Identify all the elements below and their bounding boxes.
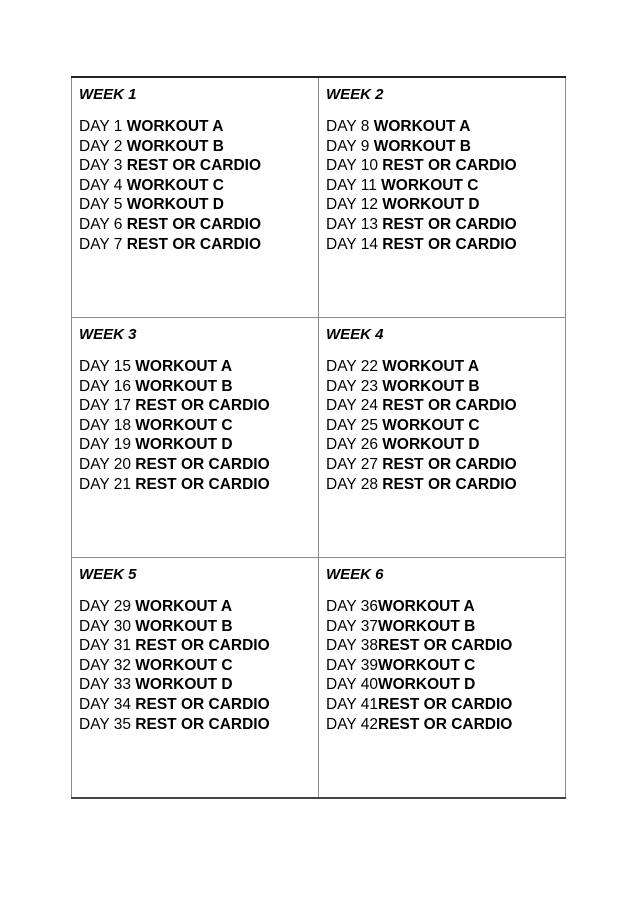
day-entry (79, 176, 312, 196)
day-label: DAY 28 (326, 475, 383, 493)
day-entry (79, 597, 312, 617)
day-label: DAY 17 (79, 397, 136, 415)
week-block (319, 78, 565, 254)
day-label: DAY 42 (326, 715, 378, 733)
day-plan: REST OR CARDIO (135, 475, 270, 493)
table-row (72, 558, 566, 799)
day-label: DAY 13 (326, 215, 383, 233)
day-plan: WORKOUT C (378, 656, 476, 674)
day-plan: WORKOUT C (135, 656, 233, 674)
day-label: DAY 23 (326, 377, 383, 395)
day-plan: WORKOUT A (378, 598, 475, 615)
day-plan: WORKOUT D (378, 676, 476, 694)
day-entry (79, 695, 312, 715)
day-entry (79, 435, 312, 455)
day-plan: WORKOUT D (382, 196, 480, 214)
day-plan: REST OR CARDIO (135, 637, 270, 655)
day-entry (79, 715, 312, 735)
day-label: DAY 39 (326, 656, 378, 674)
day-plan: WORKOUT B (382, 377, 480, 395)
day-plan: WORKOUT C (381, 176, 479, 194)
day-label: DAY 35 (79, 715, 136, 733)
day-plan: REST OR CARDIO (382, 475, 517, 493)
day-plan: REST OR CARDIO (382, 455, 517, 473)
day-plan: REST OR CARDIO (382, 235, 517, 253)
day-plan: WORKOUT B (378, 617, 476, 635)
table-row (72, 77, 566, 318)
day-entry (79, 195, 312, 215)
day-plan: REST OR CARDIO (382, 397, 517, 415)
day-label: DAY 7 (79, 235, 127, 253)
week-title: WEEK 2 (326, 86, 384, 103)
day-label: DAY 36 (326, 598, 378, 615)
day-label: DAY 6 (79, 215, 127, 233)
day-plan: WORKOUT C (126, 176, 224, 194)
week-block (72, 78, 318, 254)
day-label: DAY 18 (79, 416, 136, 434)
day-label: DAY 14 (326, 235, 383, 253)
day-plan: REST OR CARDIO (378, 695, 513, 713)
day-label: DAY 11 (326, 176, 382, 194)
day-plan: WORKOUT B (126, 137, 224, 155)
day-label: DAY 9 (326, 137, 374, 155)
table-row (72, 318, 566, 558)
week-cell (319, 558, 566, 799)
day-entry (79, 455, 312, 475)
day-plan: WORKOUT D (382, 436, 480, 454)
day-plan: REST OR CARDIO (135, 455, 270, 473)
day-entry (79, 215, 312, 235)
day-plan: WORKOUT D (126, 196, 224, 214)
day-label: DAY 37 (326, 617, 378, 635)
week-block (319, 318, 565, 494)
day-plan: WORKOUT D (135, 436, 233, 454)
day-label: DAY 22 (326, 358, 383, 375)
day-entry (326, 435, 559, 455)
day-label: DAY 4 (79, 176, 127, 194)
day-entry (79, 137, 312, 157)
day-entry (79, 396, 312, 416)
day-entry (79, 156, 312, 176)
day-label: DAY 34 (79, 695, 136, 713)
day-label: DAY 21 (79, 475, 136, 493)
day-label: DAY 26 (326, 436, 383, 454)
day-entry (326, 357, 559, 377)
day-entry (326, 597, 559, 617)
week-block (319, 558, 565, 734)
day-entry (326, 617, 559, 637)
week-cell (319, 77, 566, 318)
day-entry (79, 357, 312, 377)
day-entry (79, 475, 312, 495)
day-label: DAY 25 (326, 416, 383, 434)
day-plan: REST OR CARDIO (378, 637, 513, 655)
day-entry (79, 675, 312, 695)
day-label: DAY 38 (326, 637, 378, 655)
day-label: DAY 33 (79, 676, 136, 694)
day-entry (326, 176, 559, 196)
day-label: DAY 1 (79, 118, 127, 135)
day-label: DAY 15 (79, 358, 136, 375)
day-entry (326, 235, 559, 255)
day-label: DAY 40 (326, 676, 378, 694)
day-entry (326, 377, 559, 397)
day-plan: WORKOUT C (135, 416, 233, 434)
day-entry (326, 475, 559, 495)
day-entry (326, 416, 559, 436)
day-entry (79, 617, 312, 637)
day-entry (326, 656, 559, 676)
day-plan: WORKOUT A (382, 358, 480, 375)
day-plan: REST OR CARDIO (126, 215, 262, 233)
day-label: DAY 32 (79, 656, 136, 674)
day-plan: WORKOUT A (373, 118, 471, 135)
day-label: DAY 16 (79, 377, 136, 395)
day-entry (326, 137, 559, 157)
day-entry (326, 156, 559, 176)
week-block (72, 318, 318, 494)
day-entry (326, 117, 559, 137)
day-entry (326, 455, 559, 475)
day-plan: REST OR CARDIO (135, 715, 270, 733)
day-entry (326, 715, 559, 735)
day-label: DAY 30 (79, 617, 136, 635)
week-title: WEEK 6 (326, 566, 384, 583)
day-label: DAY 10 (326, 157, 383, 175)
day-entry (326, 396, 559, 416)
week-title: WEEK 4 (326, 326, 384, 343)
week-title: WEEK 5 (79, 566, 137, 583)
day-entry (326, 695, 559, 715)
week-cell (72, 558, 319, 799)
day-label: DAY 19 (79, 436, 136, 454)
day-entry (79, 235, 312, 255)
day-label: DAY 5 (79, 196, 127, 214)
day-plan: WORKOUT B (135, 617, 233, 635)
day-plan: WORKOUT A (135, 598, 233, 615)
day-label: DAY 27 (326, 455, 383, 473)
day-label: DAY 41 (326, 695, 378, 713)
day-entry (326, 675, 559, 695)
day-label: DAY 2 (79, 137, 127, 155)
day-plan: WORKOUT B (135, 377, 233, 395)
week-block (72, 558, 318, 734)
workout-schedule-table (71, 76, 566, 799)
day-plan: WORKOUT A (126, 118, 224, 135)
day-plan: WORKOUT D (135, 676, 233, 694)
day-entry (79, 117, 312, 137)
day-plan: REST OR CARDIO (126, 157, 262, 175)
day-entry (326, 195, 559, 215)
day-plan: WORKOUT B (373, 137, 471, 155)
week-title: WEEK 1 (79, 86, 137, 103)
day-entry (326, 636, 559, 656)
week-title: WEEK 3 (79, 326, 137, 343)
day-label: DAY 3 (79, 157, 127, 175)
day-plan: REST OR CARDIO (382, 157, 517, 175)
day-label: DAY 24 (326, 397, 383, 415)
day-label: DAY 8 (326, 118, 374, 135)
day-plan: REST OR CARDIO (382, 215, 517, 233)
day-plan: WORKOUT A (135, 358, 233, 375)
day-entry (79, 636, 312, 656)
day-entry (79, 377, 312, 397)
week-cell (72, 318, 319, 558)
day-label: DAY 12 (326, 196, 383, 214)
day-entry (79, 416, 312, 436)
day-entry (326, 215, 559, 235)
week-cell (72, 77, 319, 318)
day-plan: WORKOUT C (382, 416, 480, 434)
day-label: DAY 31 (79, 637, 136, 655)
day-plan: REST OR CARDIO (135, 397, 270, 415)
week-cell (319, 318, 566, 558)
day-plan: REST OR CARDIO (135, 695, 270, 713)
day-plan: REST OR CARDIO (126, 235, 262, 253)
day-label: DAY 29 (79, 598, 136, 615)
day-label: DAY 20 (79, 455, 136, 473)
day-plan: REST OR CARDIO (378, 715, 513, 733)
day-entry (79, 656, 312, 676)
